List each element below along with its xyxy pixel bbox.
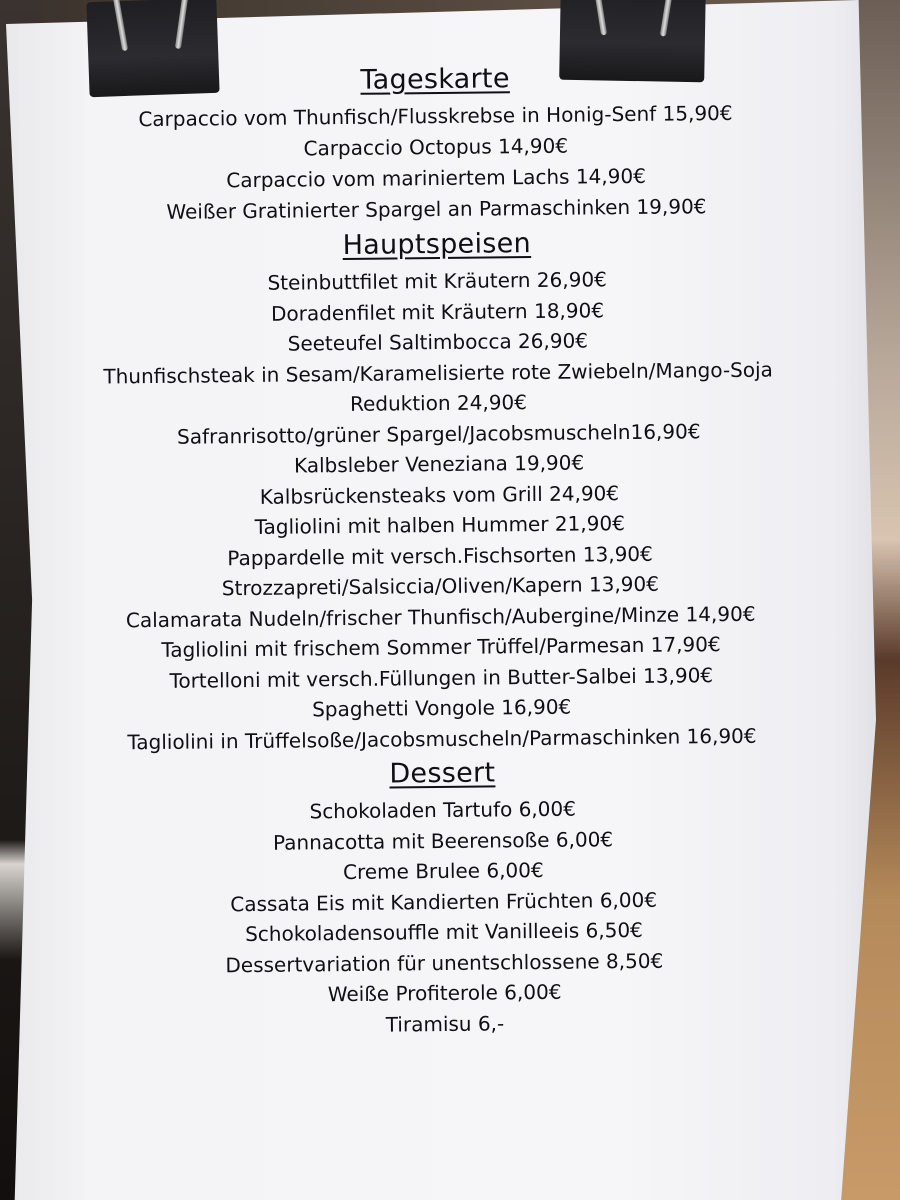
menu-item: Tiramisu 6,- — [385, 1010, 505, 1037]
menu-item: Cassata Eis mit Kandierten Früchten 6,00€ — [230, 887, 658, 916]
section-title: Tageskarte — [360, 63, 510, 96]
menu-item: Reduktion 24,90€ — [349, 390, 528, 416]
menu-item: Kalbsrückensteaks vom Grill 24,90€ — [259, 480, 620, 509]
section-title: Dessert — [389, 757, 496, 790]
menu-item: Tagliolini in Trüffelsoße/Jacobsmuscheln/Parmaschinken 16,90€ — [127, 723, 757, 754]
clip-wire — [112, 0, 128, 51]
clip-wire — [592, 0, 607, 36]
menu-item: Strozzapreti/Salsiccia/Oliven/Kapern 13,90€ — [221, 571, 660, 601]
menu-item: Tortelloni mit versch.Füllungen in Butter-Salbei 13,90€ — [169, 662, 714, 693]
menu-item: Kalbsleber Veneziana 19,90€ — [293, 450, 585, 478]
menu-item: Creme Brulee 6,00€ — [342, 857, 544, 885]
section-tageskarte — [55, 60, 817, 229]
menu-item: Carpaccio vom Thunfisch/Flusskrebse in Honig-Senf 15,90€ — [138, 100, 733, 132]
menu-item: Thunfischsteak in Sesam/Karamelisierte rote Zwiebeln/Mango-Soja — [103, 357, 773, 389]
menu-item: Calamarata Nudeln/frischer Thunfisch/Aubergine/Minze 14,90€ — [125, 601, 756, 632]
menu-item: Weiße Profiterole 6,00€ — [327, 979, 562, 1007]
menu-content — [55, 56, 825, 1043]
menu-item: Carpaccio Octopus 14,90€ — [303, 133, 569, 161]
section-dessert — [62, 754, 825, 1043]
menu-item: Doradenfilet mit Kräutern 18,90€ — [270, 297, 605, 326]
menu-item: Dessertvariation für unentschlossene 8,50€ — [225, 948, 664, 977]
menu-item: Weißer Gratinierter Spargel an Parmaschinken 19,90€ — [166, 194, 707, 224]
menu-item: Tagliolini mit halben Hummer 21,90€ — [254, 511, 625, 539]
menu-item: Tagliolini mit frischem Sommer Trüffel/Parmesan 17,90€ — [161, 632, 721, 662]
menu-item: Safranrisotto/grüner Spargel/Jacobsmuscheln16,90€ — [176, 418, 701, 449]
section-hauptspeisen — [57, 225, 822, 758]
menu-item: Schokoladensouffle mit Vanilleeis 6,50€ — [245, 917, 643, 947]
menu-item: Spaghetti Vongole 16,90€ — [311, 694, 572, 722]
menu-item: Carpaccio vom mariniertem Lachs 14,90€ — [226, 163, 646, 193]
clip-wire — [175, 0, 189, 49]
clip-wire — [660, 0, 675, 37]
menu-item: Seeteufel Saltimbocca 26,90€ — [287, 328, 589, 356]
menu-item: Pappardelle mit versch.Fischsorten 13,90€ — [227, 541, 653, 570]
menu-item: Pannacotta mit Beerensoße 6,00€ — [272, 826, 614, 855]
menu-item: Schokoladen Tartufo 6,00€ — [309, 796, 577, 824]
menu-item: Steinbuttfilet mit Kräutern 26,90€ — [267, 267, 607, 295]
section-title: Hauptspeisen — [342, 228, 532, 262]
